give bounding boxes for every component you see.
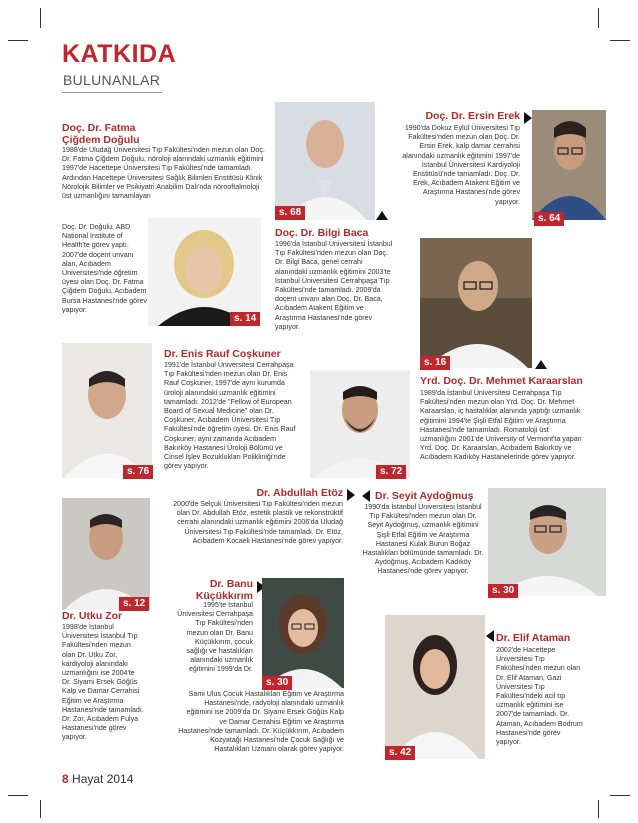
page-reference-badge: s. 64 — [534, 212, 564, 226]
page-reference-badge: s. 68 — [275, 206, 305, 220]
crop-mark — [598, 800, 599, 818]
page-reference-badge: s. 14 — [230, 312, 260, 326]
portrait-man-beard-icon — [310, 370, 410, 478]
contributor-bio: 1998'de İstanbul Üniversitesi İstanbul Tıp Fakültesi'nden mezun olan Dr. Utku Zor, kardiyoloji alanındaki uzmanlığını ise 2004'te Dr. Siyami Ersek Göğüs Kalp ve Damar Cerrahisi Eğitim ve Araştırma Hastanesi'nde tamamladı. Dr. Zor, Acıbadem Fulya Hastanesi'nde görev yapıyor. — [62, 623, 144, 742]
contributor-photo — [488, 488, 606, 596]
portrait-woman-glasses-icon — [262, 578, 344, 688]
contributor-photo — [310, 370, 410, 478]
crop-mark — [40, 8, 41, 28]
contributor-bio: 1988'de Uludağ Üniversitesi Tıp Fakültesi'nden mezun olan Doç. Dr. Fatma Çiğdem Doğulu, nöroloji alanındaki uzmanlık eğitimini 1997'de Hacettepe Üniversitesi Tıp Fakültesi'nde tamamladı. Ardından Hacettepe Üniversitesi Sağlık Bilimleri Enstitüsü Klinik Nörolojik Bilimler ve Psikiyatri Anabilim Dalı'nda nörooftalmoloji üst uzmanlığını tamamlayan — [62, 146, 265, 201]
crop-mark — [610, 40, 630, 41]
page-reference-badge: s. 76 — [123, 465, 153, 479]
contributor-photo — [148, 218, 261, 326]
contributor-name: Dr. Enis Rauf Coşkuner — [164, 348, 281, 360]
contributor-photo — [532, 110, 606, 220]
contributor-bio: 1990'da Dokuz Eylül Üniversitesi Tıp Fakültesi'nden mezun olan Doç. Dr. Ersin Erek, kalp damar cerrahisi alanındaki uzmanlık eğitimini 1997'de İstanbul Üniversitesi Kardiyoloji Enstitüsü'nde tamamladı. Doç. Dr. Erek, Acıbadem Atakent Eğitim ve Araştırma Hastanesi'nde görev yapıyor. — [402, 124, 520, 206]
contributor-photo — [385, 615, 485, 759]
page-reference-badge: s. 30 — [488, 584, 518, 598]
pointer-arrow-icon — [535, 360, 547, 369]
contributor-name: Dr. Utku Zor — [62, 610, 123, 622]
portrait-man-bald-icon — [275, 102, 375, 220]
page-reference-badge: s. 12 — [119, 597, 149, 611]
portrait-man-glasses-icon — [532, 110, 606, 220]
contributor-name: Dr. Banu Küçükkırım — [195, 578, 253, 602]
crop-mark — [8, 795, 28, 796]
pointer-arrow-icon — [524, 112, 532, 124]
page-subtitle: BULUNANLAR — [63, 72, 161, 88]
crop-mark — [598, 8, 599, 28]
contributor-photo — [420, 238, 532, 368]
issue-label: Hayat 2014 — [72, 772, 134, 786]
page-reference-badge: s. 72 — [376, 465, 406, 479]
contributor-photo — [62, 498, 150, 610]
page-reference-badge: s. 30 — [262, 676, 292, 690]
page-footer — [62, 772, 133, 786]
pointer-arrow-icon — [376, 211, 388, 220]
page-reference-badge: s. 16 — [420, 356, 450, 370]
contributor-bio: 1991'de İstanbul Üniversitesi Cerrahpaşa Tıp Fakültesi'nden mezun olan Dr. Enis Rauf Coşkuner, 1997'de aynı kurumda üroloji alanındaki uzmanlık eğitimini tamamladı. 2012'de "Fellow of European Board of Sexual Medicine" olan Dr. Coşkuner, Acıbadem Üniversitesi Tıp Fakültesi'nde öğretim üyesi. Dr. Enis Rauf Coşkuner, aynı zamanda Acıbadem Bakırköy Hastanesi Üroloji Bölümü ve Cinsel İşlev Bozuklukları Polikliniği'nde görev yapıyor. — [164, 361, 296, 471]
contributor-name: Doç. Dr. Bilgi Baca — [275, 227, 369, 239]
page-reference-badge: s. 42 — [385, 746, 415, 760]
contributor-bio: 2000'de Selçuk Üniversitesi Tıp Fakültesi'nden mezun olan Dr. Abdullah Etöz, estetik plastik ve rekonstrüktif cerrahi alanındaki uzmanlık eğitimini 2006'da Uludağ Üniversitesi Tıp Fakültesi'nde tamamladı. Dr. Etöz, Acıbadem Kocaeli Hastanesi'nde görev yapıyor. — [173, 500, 343, 545]
page-title: KATKIDA — [62, 40, 177, 68]
contributor-bio-continued: Doç. Dr. Doğulu, ABD National Institute of Health'te görev yaptı. 2007'de doçent unvanı alan, Acıbadem Üniversitesi'nde öğretim üyesi olan Doç. Dr. Fatma Çiğdem Doğulu, Acıbadem Bursa Hastanesi'nde görev yapıyor. — [62, 223, 147, 314]
contributor-bio: 1989'da İstanbul Üniversitesi Cerrahpaşa Tıp Fakültesi'nden mezun olan Yrd. Doç. Dr. Mehmet Karaarslan, iç hastalıklar alanında yaptığı uzmanlık eğitimini 1994'te Şişli Etfal Eğitim ve Araştırma Hastanesi'nde tamamladı. Romatoloji üst uzmanlığını 2001'de University of Vermont'ta yapan Yrd. Doç. Dr. Karaarslan, Acıbadem Bakırköy ve Acıbadem Kadıköy Hastanelerinde görev yapıyor. — [420, 389, 582, 462]
pointer-arrow-icon — [362, 490, 370, 502]
portrait-woman-blonde-icon — [148, 218, 261, 326]
contributor-bio: 2002'de Hacettepe Üniversitesi Tıp Fakültesi'nden mezun olan Dr. Elif Ataman, Gazi Üniversitesi Tıp Fakültesi'ndeki acil tıp uzmanlık eğitimini ise 2007'de tamamladı. Dr. Ataman, Acıbadem Bodrum Hastanesi'nde görev yapıyor. — [496, 646, 583, 747]
contributor-name: Yrd. Doç. Dr. Mehmet Karaarslan — [420, 375, 583, 387]
portrait-man-glasses-icon — [488, 488, 606, 596]
contributor-photo — [62, 343, 152, 478]
contributor-bio: 1996'da İstanbul Üniversitesi İstanbul Tıp Fakültesi'nden mezun olan Doç. Dr. Bilgi Baca, genel cerrahi alanındaki uzmanlık eğitimini 2003'te İstanbul Üniversitesi Cerrahpaşa Tıp Fakültesi'nde tamamladı. 2009'da doçent unvanı alan Doç. Dr. Baca, Acıbadem Atakent Eğitim ve Araştırma Hastanesi'nde görev yapıyor. — [275, 240, 393, 331]
contributor-bio-continued: Sami Ulus Çocuk Hastalıkları Eğitim ve Araştırma Hastanesi'nde, radyoloji alanındaki uzmanlık eğitimini ise 2009'da Dr. Siyami Ersek Göğüs Kalp ve Damar Cerrahisi Eğitim ve Araştırma Hastanesi'nde tamamladı. Dr. Küçükkırım, Acıbadem Kozyatağı Hastanesi'nde Çocuk Sağlığı ve Hastalıkları Uzmanı olarak görev yapıyor. — [178, 690, 344, 754]
portrait-man-icon — [62, 343, 152, 478]
page-number: 8 — [62, 772, 69, 786]
contributor-name: Doç. Dr. Ersin Erek — [425, 110, 520, 122]
contributor-bio: 1990'da İstanbul Üniversitesi İstanbul Tıp Fakültesi'nden mezun olan Dr. Seyit Aydoğmuş, uzmanlık eğitimini Şişli Etfal Eğitim ve Araştırma Hastanesi Kulak Burun Boğaz Hastalıkları bölümünde tamamladı. Dr. Aydoğmuş, Acıbadem Kadıköy Hastanesi'nde görev yapıyor. — [362, 503, 484, 576]
pointer-arrow-icon — [486, 630, 494, 642]
contributor-name: Dr. Seyit Aydoğmuş — [375, 490, 474, 502]
portrait-man-glasses-icon — [420, 238, 532, 368]
portrait-man-icon — [62, 498, 150, 610]
title-underline — [62, 92, 162, 93]
pointer-arrow-icon — [347, 489, 355, 501]
crop-mark — [610, 795, 630, 796]
contributor-photo — [275, 102, 375, 220]
crop-mark — [8, 40, 28, 41]
contributor-bio: 1995'te İstanbul Üniversitesi Cerrahpaşa Tıp Fakültesi'nden mezun olan Dr. Banu Küçükkırım, çocuk sağlığı ve hastalıkları alanındaki uzmanlık eğitimini 1999'da Dr. — [177, 601, 253, 674]
portrait-woman-icon — [385, 615, 485, 759]
contributor-name: Dr. Abdullah Etöz — [256, 487, 343, 499]
crop-mark — [40, 800, 41, 818]
contributor-photo — [262, 578, 344, 688]
contributor-name: Doç. Dr. Fatma Çiğdem Doğulu — [62, 122, 140, 146]
contributor-name: Dr. Elif Ataman — [496, 632, 571, 644]
